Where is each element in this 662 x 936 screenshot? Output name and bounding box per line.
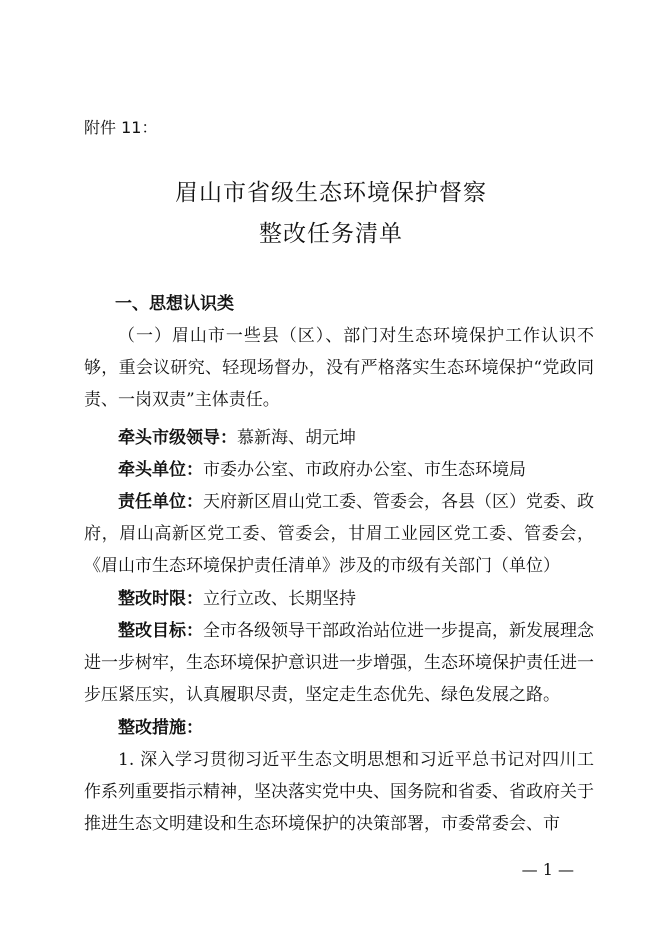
document-title-line-2: 整改任务清单 — [259, 221, 403, 247]
goal-value: 全市各级领导干部政治站位进一步提高，新发展理念进一步树牢，生态环境保护意识进一步增强，生态环境保护责任进一步压紧压实，认真履职尽责，坚定走生态优先、绿色发展之路。 — [84, 621, 594, 706]
measures-label: 整改措施： — [118, 718, 203, 738]
document-title-line-1: 眉山市省级生态环境保护督察 — [175, 180, 487, 206]
lead-leader-label: 牵头市级领导： — [118, 428, 237, 448]
attachment-label: 附件 11： — [84, 118, 158, 137]
responsible-unit-label: 责任单位： — [118, 492, 203, 512]
item-1-paragraph: （一）眉山市一些县（区）、部门对生态环境保护工作认识不够，重会议研究、轻现场督办，没有严格落实生态环境保护“党政同责、一岗双责”主体责任。 — [84, 326, 594, 411]
measure-1-paragraph: 1. 深入学习贯彻习近平生态文明思想和习近平总书记对四川工作系列重要指示精神，坚决落实党中央、国务院和省委、省政府关于推进生态文明建设和生态环境保护的决策部署，市委常委会、市 — [84, 750, 594, 835]
section-heading: 一、思想认识类 — [115, 294, 234, 314]
goal-label: 整改目标： — [118, 621, 203, 641]
measures-heading — [84, 712, 594, 744]
deadline-label: 整改时限： — [118, 589, 203, 609]
page-number: — 1 — — [521, 860, 574, 879]
lead-leader-value: 慕新海、胡元坤 — [237, 428, 356, 448]
deadline-value: 立行立改、长期坚持 — [203, 589, 356, 609]
responsible-unit-paragraph — [84, 486, 594, 583]
lead-unit-label: 牵头单位： — [118, 460, 203, 480]
lead-leader-paragraph — [84, 422, 594, 454]
lead-unit-value: 市委办公室、市政府办公室、市生态环境局 — [203, 460, 526, 480]
deadline-paragraph — [84, 583, 594, 615]
lead-unit-paragraph — [84, 454, 594, 486]
responsible-unit-value: 天府新区眉山党工委、管委会，各县（区）党委、政府，眉山高新区党工委、管委会，甘眉工业园区党工委、管委会，《眉山市生态环境保护责任清单》涉及的市级有关部门（单位） — [84, 492, 594, 577]
goal-paragraph — [84, 615, 594, 712]
